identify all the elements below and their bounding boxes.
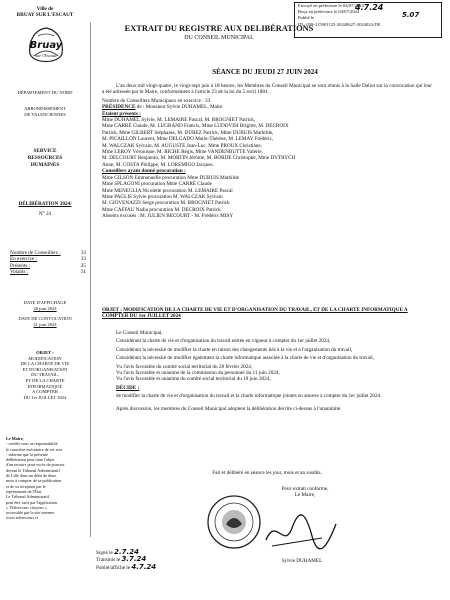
procuration-line: Mme PAGLIS Sylvie procuration M. WALCZAK Sylvain [102, 193, 223, 200]
presidence-text: de : Monsieur Sylvie DUHAMEL, Maire [136, 104, 223, 111]
paragraph: Vu l'avis favorable et unanime du comité social territorial du 18 juin 2024, [116, 376, 271, 383]
paragraph: Vu l'avis favorable et unanime de la commission du personnel du 11 juin 2024, [116, 370, 280, 377]
count-label: Votants : [10, 269, 29, 276]
presents-line: Patrick, Mme GILBERT Stéphanie, M. DUREZ Patrick, Mme DUBUIS Mathilde, [102, 129, 274, 136]
footer-line: www.telerecours.fr [6, 515, 39, 521]
considerants [102, 330, 432, 414]
count-value: 25 [80, 262, 86, 269]
procuration-line: Mme CAFFAU Nadia procuration M. DECROIX Patrick [102, 206, 221, 213]
sidebar-separator [90, 22, 91, 537]
footer-line: d'un recours pour excès de pouvoir [6, 462, 65, 468]
affichage-label: DATE D'AFFICHAGE [23, 300, 67, 305]
official-seal [206, 494, 262, 550]
service-line: HUMAINES [30, 162, 60, 168]
footer-line: délibération peut faire l'objet [6, 457, 55, 463]
affichage-date: 28 juin 2024 [33, 305, 57, 311]
arrondissement-line: ARRONDISSEMENT [24, 106, 66, 111]
count-label: Nombre de Conseillers : [10, 250, 61, 256]
transmis-row [96, 556, 246, 563]
dates-block [4, 300, 86, 327]
presents-line: M. DELCOURT Benjamin, M. MORTIN Jérôme, M. BORDE Christophe, Mme DYTRYCH [102, 155, 296, 162]
footer-line: « Télérecours citoyens » [6, 504, 47, 510]
signature-block [250, 486, 360, 499]
count-value: 31 [80, 269, 86, 276]
transmis-date: 3.7.24 [121, 555, 147, 564]
footer-line: mois à compter de sa publication [6, 478, 62, 484]
membres-line: Nombre de Conseillers Municipaux en exercice : 33 [102, 97, 211, 104]
decide-text: de modifier la charte de vie et d'organisation du travail et la charte informatique jointes en annexe à compter du 1er juillet 2024. [116, 393, 382, 400]
document-header [92, 24, 346, 42]
page-title: EXTRAIT DU REGISTRE AUX DELIBÉRATIONS [124, 24, 314, 33]
count-value: 33 [80, 250, 86, 256]
signe-date: 2.7.24 [114, 548, 139, 556]
footer-line: peut être saisi par l'application [6, 499, 57, 505]
publie-row [96, 564, 246, 571]
deliberation-number: N° 24 [38, 211, 52, 217]
objet-text: MODIFICATION DE LA CHARTE DE VIE ET D'ORGANISATION DU TRAVAIL, ET DE LA CHARTE INFORMATIQUE A COMPTER DU 1er JUILLET 2024 [102, 307, 408, 320]
service-line: SERVICE [33, 148, 57, 154]
seance-title: SÉANCE DU JEUDI 27 JUIN 2024 [212, 68, 318, 76]
sidebar-objet-line: DE LA CHARTE DE VIE [20, 361, 70, 367]
stamp-line: Reçu en préfecture le 04/07/2024 [298, 9, 360, 15]
presents-line: Mme LEROY Véronique, M. RICHE Régis, Mme VANDENBUTTE Valérie, [102, 149, 263, 156]
stamp-line: Envoyé en préfecture le 04/07/2024 [298, 3, 364, 8]
stamp-handwritten-note: 5.07 [402, 11, 420, 19]
count-value: 33 [80, 256, 86, 263]
ville-name: BRUAY SUR L'ESCAUT [16, 12, 74, 19]
publie-label: Publié/affiché le [96, 564, 131, 571]
page-subtitle: DU CONSEIL MUNICIPAL [184, 35, 254, 41]
presents-label: Étaient présents : [102, 110, 141, 117]
count-label: Présents : [10, 262, 31, 269]
stamp-handwritten-date: 4.7.24 [355, 3, 384, 12]
sidebar [4, 6, 86, 19]
signe-label: Signé le [96, 550, 113, 556]
fait-line: Fait et délibéré en séance les jour, mois et an susdits. [212, 470, 322, 476]
absents-line: Absents excusés : M. JULIEN BECOURT - M. Frédéric MISY [102, 213, 234, 220]
seal-icon [206, 494, 262, 550]
paragraph: Considérant la nécessité de modifier la charte en raison des changements liés à la vie et à l'organisation du travail, [116, 346, 353, 353]
sidebar-footer [6, 436, 88, 521]
count-label: En exercice : [10, 256, 38, 263]
stamp-line: ID : 059-215901125-20240627-2024024-DE [298, 21, 381, 27]
paragraph: Considérant la nécessité de modifier également la charte informatique associée à la charte de vie et d'organisation du travail, [116, 355, 374, 362]
sidebar-objet-line: DU 1er JUILLET 2024 [23, 394, 67, 400]
footer-line: de Lille dans un délai de deux [6, 473, 57, 479]
departement-label: DÉPARTEMENT DU NORD [17, 90, 73, 95]
presents-line: M. WALCZAK Sylvain, M. AUGUSTE Jean-Luc, Mme PROUX Christiane, [102, 142, 262, 149]
procuration-line: M. GIOVENAZZI Serge procuration M. BROGNIET Patrick [102, 200, 230, 207]
decide-label: DÉCIDE : [116, 384, 140, 391]
signataire-name: Sylvie DUHAMEL [281, 558, 323, 564]
signature [262, 510, 340, 554]
arrondissement-line: DE VALENCIENNES [24, 111, 66, 117]
presents-line: Mme CARRÉ Claude, M. LUGRAND Francis, Mme LUDOVISI Brigitte, M. DECROIX [102, 123, 289, 130]
footer-line: représentant de l'État. [6, 488, 43, 494]
sidebar-objet-line: A COMPTER [32, 389, 58, 395]
presents-line: M. PICAILLON Laurent, Mme DELGADO Marie-Thérèse, M. LEMAY Frédéric, [102, 136, 274, 143]
footer-line: Le Tribunal Administratif [6, 494, 50, 500]
footer-line: devant le Tribunal Administratif [6, 467, 60, 473]
service-line: RESSOURCES [27, 155, 63, 161]
sidebar-objet [4, 350, 86, 400]
presents-line: Anne, M. COSTA Philippe, M. LOREMIGO Jacques. [102, 161, 214, 168]
footer-line: - informe que la présente [6, 451, 48, 457]
transmis-label: Transmis le [96, 557, 121, 564]
procuration-line: Mme GILSON Emmanuelle procuration Mme DUBUIS Mathilde [102, 174, 239, 181]
procuration-label: Conseillers ayant donné procuration : [102, 168, 186, 175]
signature-icon [262, 510, 340, 554]
maire-label: Le Maire, [294, 492, 316, 499]
footer-line: Le Maire, [6, 436, 24, 441]
presidence-label: PRÉSIDENCE [102, 104, 136, 111]
count-row [10, 269, 86, 275]
paragraph: Le Conseil Municipal, [116, 330, 163, 336]
adoption-text: Après discussion, les membres du Conseil Municipal adoptent la délibération décrite ci-dessus à l'unanimité. [116, 405, 342, 412]
sidebar-objet-line: MODIFICATION [28, 355, 62, 361]
bottom-dates [96, 549, 246, 571]
sidebar-objet-label: OBJET : [36, 350, 54, 355]
sidebar-objet-line: ET D'ORGANISATION [22, 366, 68, 372]
deliberation-label: DÉLIBÉRATION 2024/ [18, 201, 72, 207]
intro-paragraph: L'an deux mil vingt-quatre, le vingt-sept juin à 18 heures, les Membres du Conseil Municipal se sont réunis à la Salle Daliot sur la convocation qui leur a été adressée par le Maire, conformément à l'article 23 de la loi du 5 avril 1884. [102, 83, 432, 96]
arrondissement [4, 106, 86, 117]
footer-line: le caractère exécutoire de cet acte [6, 446, 63, 452]
footer-line: accessible par le site internet [6, 510, 55, 516]
objet-block [102, 307, 432, 320]
paragraph: Vu l'avis favorable du comité social territorial du 28 février 2024, [116, 363, 253, 370]
sidebar-objet-line: DU TRAVAIL, [31, 372, 59, 378]
ville-de-label: Ville de [36, 6, 54, 12]
convocation-label: DATE DE CONVOCATION [18, 316, 72, 322]
main-body [102, 83, 432, 220]
publie-date: 4.7.24 [131, 562, 157, 571]
convocation-date: 21 juin 2024 [33, 321, 57, 327]
logo-subtext: sur l'Escaut [35, 53, 57, 58]
sidebar-objet-line: ET DE LA CHARTE [25, 377, 65, 383]
service-block [4, 148, 86, 169]
objet-label: OBJET : [102, 307, 122, 313]
logo-text: Bruay [29, 40, 63, 51]
sidebar-objet-line: INFORMATIQUE [27, 383, 63, 389]
stamp-line: Publié le [298, 15, 315, 21]
procuration-line: Mme MENEGLIA Nicolette procuration M. LEMAIRE Pascal [102, 187, 233, 194]
procuration-line: Mme SPLAGONI procuration Mme CARRÉ Claude [102, 181, 212, 188]
presents-line: Mme DUHAMEL Sylvie, M. LEMAIRE Pascal, M. BROGNIET Patrick, [102, 117, 256, 124]
footer-line: - certifie sous sa responsabilité [6, 441, 58, 447]
paragraph: Considérant la charte de vie et d'organisation du travail entrée en vigueur à compter du 1er juillet 2024, [116, 338, 331, 345]
signe-row [96, 549, 246, 556]
counts-block [10, 250, 86, 276]
footer-line: et de sa réception par le [6, 483, 46, 489]
certifie-text: Pour extrait conforme, [281, 486, 329, 492]
